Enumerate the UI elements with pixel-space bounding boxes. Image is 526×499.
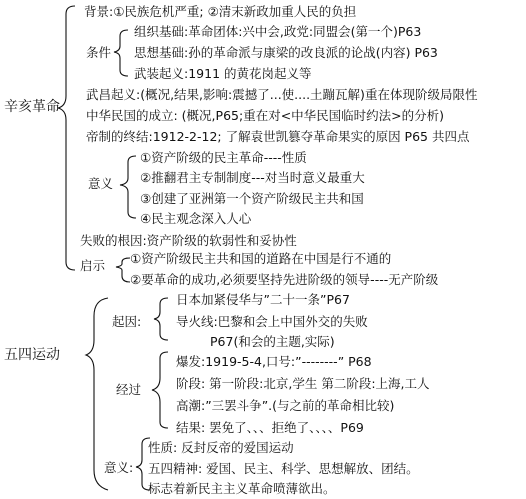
may4-significance-item: 性质: 反封反帝的爱国运动: [148, 440, 294, 455]
process-label: 经过: [116, 382, 142, 397]
roc-founding: 中华民国的成立: (概况,P65;重在对<中华民国临时约法>的分析): [86, 108, 445, 123]
cause-brace: [154, 298, 168, 340]
lessons-label: 启示: [80, 258, 106, 273]
condition-org: 组织基础:革命团体:兴中会,政党:同盟会(第一个)P63: [134, 24, 422, 39]
may4-significance-item: 五四精神: 爱国、民主、科学、思想解放、团结。: [148, 461, 419, 476]
condition-armed: 武装起义:1911 的黄花岗起义等: [134, 66, 312, 81]
may4-title: 五四运动: [4, 347, 60, 363]
lesson-item: ②要革命的成功,必须要坚持先进阶级的领导----无产阶级: [130, 272, 439, 287]
lesson-item: ①资产阶级民主共和国的道路在中国是行不通的: [130, 251, 392, 266]
failure-root: 失败的根因:资产阶级的软弱性和妥协性: [80, 233, 297, 248]
imperial-end: 帝制的终结:1912-2-12; 了解袁世凯篡夺革命果实的原因 P65 共四点: [86, 129, 470, 144]
cause-item: P67(和会的主题,实际): [210, 334, 335, 349]
cause-item: 日本加紧侵华与”二十一条”P67: [176, 292, 350, 307]
conditions-label: 条件: [86, 45, 112, 60]
may4-significance-label: 意义:: [104, 460, 134, 475]
process-result: 结果: 罢免了、、、拒绝了、、、、P69: [176, 420, 364, 435]
may4-significance-item: 标志着新民主主义革命喷薄欲出。: [148, 481, 336, 496]
process-outbreak: 爆发:1919-5-4,口号:”--------” P68: [176, 354, 372, 369]
significance-item: ③创建了亚洲第一个资产阶级民主共和国: [140, 191, 364, 206]
wuchang-uprising: 武昌起义:(概况,结果,影响:震撼了...使....土蹦瓦解)重在体现阶级局限性: [86, 87, 478, 102]
xinhai-brace: [58, 6, 75, 270]
condition-thought: 思想基础:孙的革命派与康梁的改良派的论战(内容) P63: [134, 45, 438, 60]
cause-label: 起因:: [112, 314, 142, 329]
significance-item: ①资产阶级的民主革命----性质: [140, 150, 307, 165]
process-brace: [152, 352, 168, 428]
conditions-brace: [114, 30, 128, 76]
significance-xinhai-brace: [120, 156, 136, 218]
xinhai-background: 背景:①民族危机严重; ②清末新政加重人民的负担: [84, 4, 357, 19]
lessons-brace: [116, 258, 130, 282]
process-climax: 高潮:”三罢斗争”.(与之前的革命相比较): [176, 398, 395, 413]
cause-item: 导火线:巴黎和会上中国外交的失败: [176, 314, 368, 329]
significance-label: 意义: [88, 176, 114, 191]
process-stages: 阶段: 第一阶段:北京,学生 第二阶段:上海,工人: [176, 376, 430, 391]
xinhai-title: 辛亥革命: [4, 99, 60, 115]
significance-item: ④民主观念深入人心: [140, 211, 252, 226]
significance-item: ②推翻君主专制制度---对当时意义最重大: [140, 170, 365, 185]
